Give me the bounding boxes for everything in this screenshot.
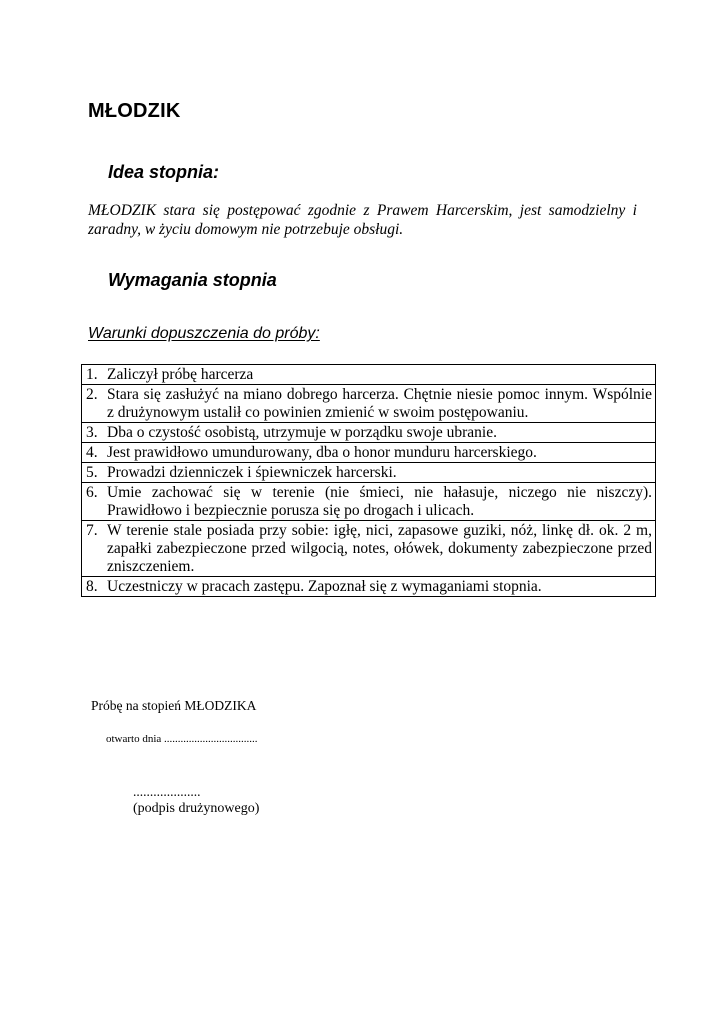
item-number: 1. [86,366,98,383]
item-number: 6. [86,484,98,501]
item-text: W terenie stale posiada przy sobie: igłę, nici, zapasowe guziki, nóż, linkę dł. ok. 2 m, zapałki zabezpieczone przed wilgocią, notes, ołówek, dokumenty zabezpieczone przed zniszczeniem. [107,522,652,575]
item-number: 4. [86,444,98,461]
table-cell [82,365,656,385]
table-cell [82,577,656,597]
signature-label: (podpis drużynowego) [133,801,260,816]
signature-line: .................... [133,784,201,799]
table-row [82,423,656,443]
item-number: 2. [86,386,98,403]
item-text: Dba o czystość osobistą, utrzymuje w porządku swoje ubranie. [107,424,497,441]
item-text: Prowadzi dzienniczek i śpiewniczek harcerski. [107,464,397,481]
table-row [82,577,656,597]
table-row [82,385,656,423]
item-number: 7. [86,522,98,539]
item-text: Umie zachować się w terenie (nie śmieci, nie hałasuje, niczego nie niszczy). Prawidłowo i bezpiecznie porusza się po drogach i ulicach. [107,484,652,519]
table-cell [82,521,656,577]
item-number: 5. [86,464,98,481]
table-row [82,443,656,463]
table-cell [82,483,656,521]
table-cell [82,443,656,463]
table-row [82,483,656,521]
conditions-heading: Warunki dopuszczenia do próby: [88,325,320,342]
table-cell [82,385,656,423]
item-text: Stara się zasłużyć na miano dobrego harcerza. Chętnie niesie pomoc innym. Wspólnie z drużynowym ustalił co powinien zmienić w swoim postępowaniu. [107,386,652,421]
document-title: MŁODZIK [88,100,181,122]
requirements-heading: Wymagania stopnia [108,270,277,290]
item-text: Jest prawidłowo umundurowany, dba o honor munduru harcerskiego. [107,444,537,461]
table-cell [82,463,656,483]
item-number: 8. [86,578,98,595]
attempt-line: Próbę na stopień MŁODZIKA [91,698,257,713]
table-row [82,463,656,483]
requirements-table [81,364,656,597]
idea-text: MŁODZIK stara się postępować zgodnie z Prawem Harcerskim, jest samodzielny i zaradny, w życiu domowym nie potrzebuje obsługi. [88,202,637,238]
table-row [82,521,656,577]
item-text: Uczestniczy w pracach zastępu. Zapoznał się z wymaganiami stopnia. [107,578,542,595]
opened-date-line: otwarto dnia .................................. [106,733,258,745]
item-number: 3. [86,424,98,441]
idea-heading: Idea stopnia: [108,162,220,182]
item-text: Zaliczył próbę harcerza [107,366,254,383]
table-cell [82,423,656,443]
table-row [82,365,656,385]
